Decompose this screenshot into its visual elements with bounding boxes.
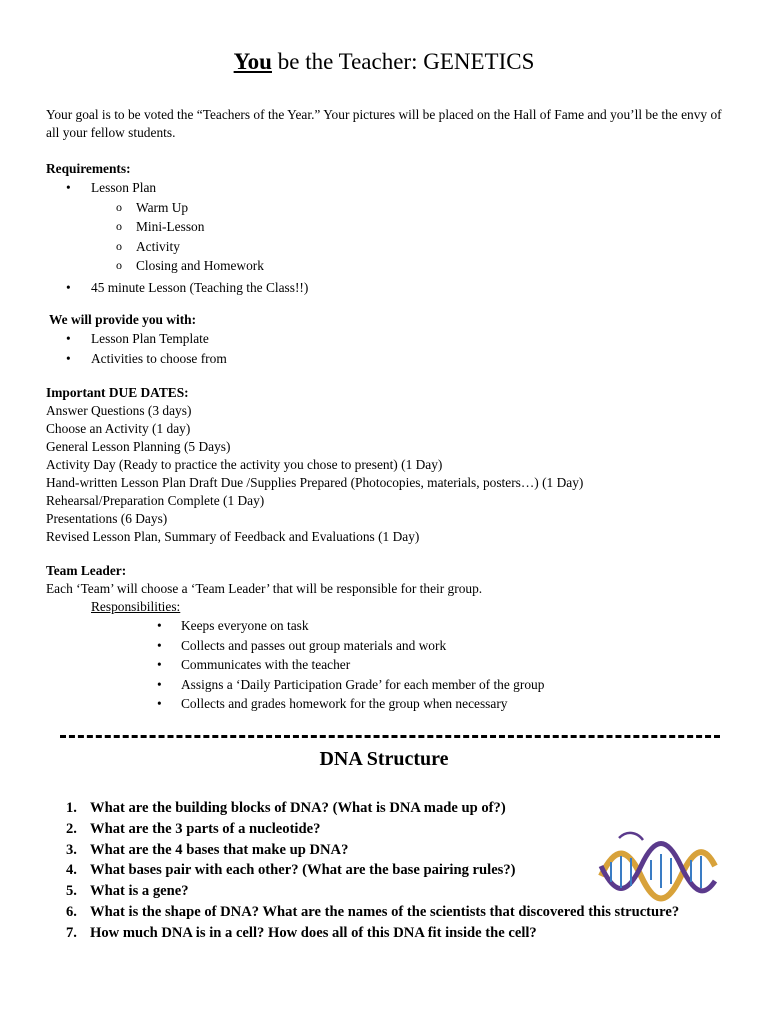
title-you: You [233,49,272,74]
provide-heading: We will provide you with: [49,312,197,327]
due-date-item: General Lesson Planning (5 Days) [46,439,231,454]
question-number: 7. [66,924,77,941]
list-item: • Communicates with the teacher [46,655,736,675]
question-number: 6. [66,903,77,920]
question-text: What is a gene? [90,883,189,900]
question-text: What are the 3 parts of a nucleotide? [90,820,321,837]
list-item: o Mini-Lesson [46,217,736,237]
question-text: What are the building blocks of DNA? (What is DNA made up of?) [90,800,506,816]
question-text: What are the 4 bases that make up DNA? [90,841,349,858]
requirements-list [46,178,736,297]
responsibilities-label: Responsibilities: [91,599,181,614]
question-number: 5. [66,883,77,900]
list-item: • Lesson Plan Template [46,329,736,349]
list-item: • Collects and passes out group materials and work [46,636,736,656]
due-date-item: Presentations (6 Days) [46,511,168,526]
question-number: 2. [66,820,77,837]
due-date-item: Answer Questions (3 days) [46,403,192,418]
list-item: • Lesson Plan [46,178,736,198]
due-date-item: Rehearsal/Preparation Complete (1 Day) [46,493,265,508]
list-item: • Assigns a ‘Daily Participation Grade’ for each member of the group [46,675,736,695]
question-number: 1. [66,800,77,816]
helix-top-strand [619,833,643,840]
requirements-section [46,160,736,297]
dna-section-title: DNA Structure [319,748,449,770]
question-text: What bases pair with each other? (What are the base pairing rules?) [90,862,516,879]
provide-list [46,329,736,368]
dna-helix-illustration [597,826,719,904]
due-dates-heading: Important DUE DATES: [46,385,189,400]
title-rest: be the Teacher: GENETICS [271,49,535,74]
due-date-item: Hand-written Lesson Plan Draft Due /Supplies Prepared (Photocopies, materials, posters…) (1 Day) [46,475,584,490]
responsibilities-list [46,616,736,714]
intro-paragraph: Your goal is to be voted the “Teachers of the Year.” Your pictures will be placed on the Hall of Fame and you’ll be the envy of all your fellow students. [46,107,722,140]
list-item: • Collects and grades homework for the group when necessary [46,694,736,714]
question-item [46,798,696,819]
question-item [46,923,696,944]
team-leader-heading: Team Leader: [46,563,127,578]
due-dates-section [46,384,736,546]
page-title [0,47,768,77]
section-divider [60,735,720,738]
due-date-item: Revised Lesson Plan, Summary of Feedback and Evaluations (1 Day) [46,529,420,544]
team-leader-text: Each ‘Team’ will choose a ‘Team Leader’ that will be responsible for their group. [46,581,483,596]
question-item [46,902,696,923]
list-item: o Closing and Homework [46,256,736,276]
list-item: o Warm Up [46,198,736,218]
requirements-heading: Requirements: [46,161,131,176]
list-item: • 45 minute Lesson (Teaching the Class!!) [46,278,736,298]
team-leader-section [46,562,736,714]
due-date-item: Activity Day (Ready to practice the activity you chose to present) (1 Day) [46,457,443,472]
question-text: What is the shape of DNA? What are the names of the scientists that discovered this structure? [90,903,680,920]
list-item: o Activity [46,237,736,257]
list-item: • Keeps everyone on task [46,616,736,636]
list-item: • Activities to choose from [46,349,736,369]
question-number: 4. [66,862,77,879]
question-text: How much DNA is in a cell? How does all of this DNA fit inside the cell? [90,924,537,941]
provide-section [46,311,736,368]
question-number: 3. [66,841,77,858]
due-date-item: Choose an Activity (1 day) [46,421,191,436]
